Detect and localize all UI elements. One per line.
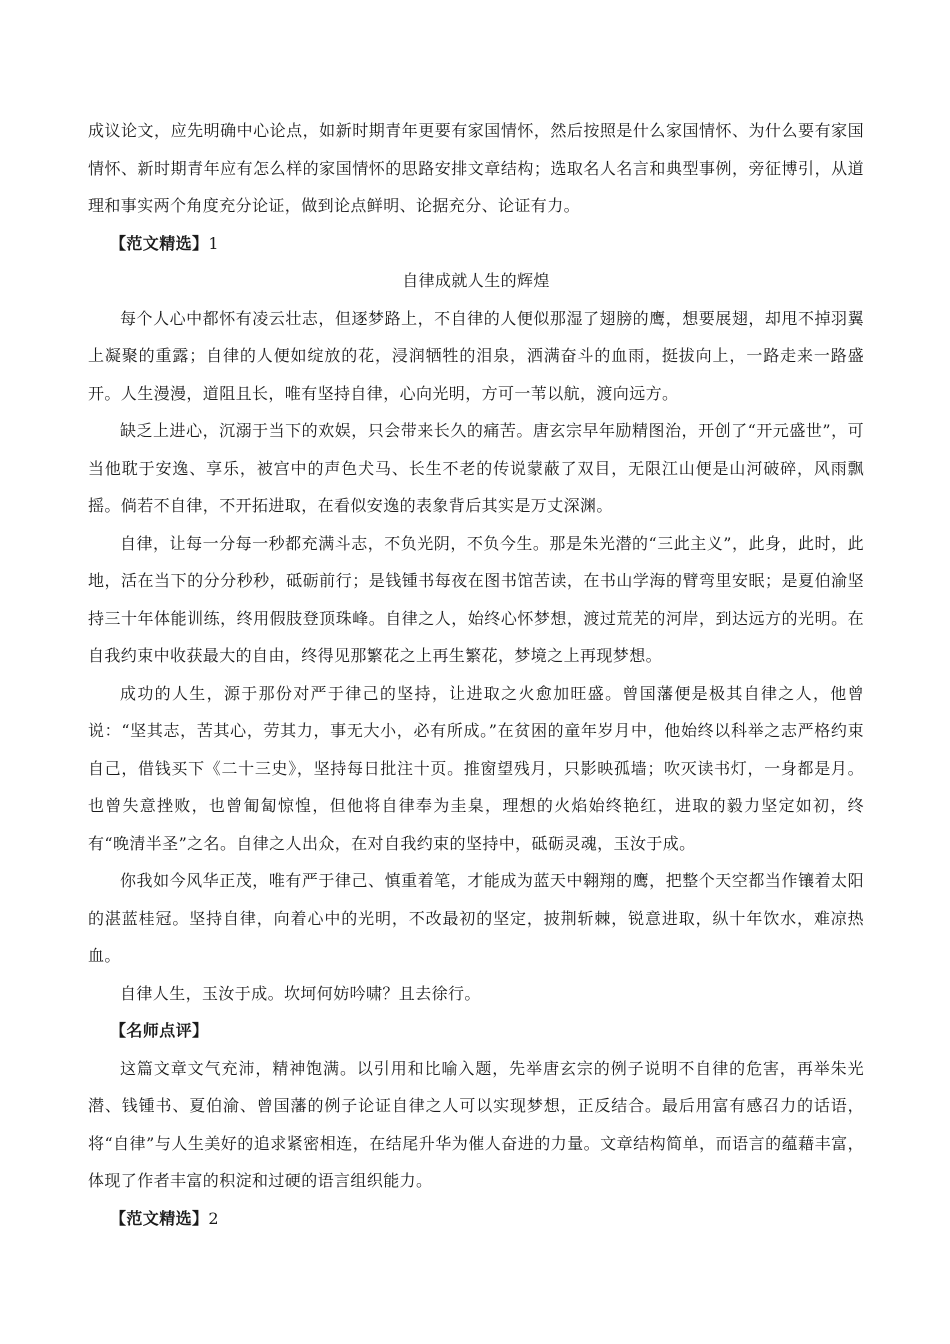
section1-label: 【范文精选】 [110,233,209,253]
intro-paragraph: 成议论文，应先明确中心论点，如新时期青年更要有家国情怀，然后按照是什么家国情怀、为什么要有家国情怀、新时期青年应有怎么样的家国情怀的思路安排文章结构；选取名人名言和典型事例，旁征博引，从道理和事实两个角度充分论证，做到论点鲜明、论据充分、论证有力。 [88,121,864,215]
document-page [88,112,864,1237]
essay-paragraph-5: 你我如今风华正茂，唯有严于律己、慎重着笔，才能成为蓝天中翱翔的鹰，把整个天空都当作镶着太阳的湛蓝桂冠。坚持自律，向着心中的光明，不改最初的坚定，披荆斩棘，锐意进取，纵十年饮水，难凉热血。 [88,871,864,965]
section2-label: 【范文精选】 [110,1208,209,1228]
review-label: 【名师点评】 [110,1021,209,1040]
essay-paragraph-2: 缺乏上进心，沉溺于当下的欢娱，只会带来长久的痛苦。唐玄宗早年励精图治，开创了“开元盛世”，可当他耽于安逸、享乐，被宫中的声色犬马、长生不老的传说蒙蔽了双目，无限江山便是山河破碎，风雨飘摇。倘若不自律，不开拓进取，在看似安逸的表象背后其实是万丈深渊。 [88,421,864,515]
essay-paragraph-3: 自律，让每一分每一秒都充满斗志，不负光阴，不负今生。那是朱光潜的“三此主义”，此身，此时，此地，活在当下的分分秒秒，砥砺前行；是钱锺书每夜在图书馆苦读，在书山学海的臂弯里安眠；是夏伯渝坚持三十年体能训练，终用假肢登顶珠峰。自律之人，始终心怀梦想，渡过荒芜的河岸，到达远方的光明。在自我约束中收获最大的自由，终得见那繁花之上再生繁花，梦境之上再现梦想。 [88,533,864,665]
essay-paragraph-6: 自律人生，玉汝于成。坎坷何妨吟啸？且去徐行。 [120,983,481,1003]
section2-number: 2 [208,1208,219,1228]
section1-heading [88,225,864,263]
section2-heading [88,1200,864,1238]
section1-number: 1 [208,233,219,253]
essay-title: 自律成就人生的辉煌 [402,271,550,290]
review-heading [88,1012,864,1050]
essay-paragraph-1: 每个人心中都怀有凌云壮志，但逐梦路上，不自律的人便似那湿了翅膀的鹰，想要展翅，却甩不掉羽翼上凝聚的重露；自律的人便如绽放的花，浸润牺牲的泪泉，洒满奋斗的血雨，挺拔向上，一路走来一路盛开。人生漫漫，道阻且长，唯有坚持自律，心向光明，方可一苇以航，渡向远方。 [88,308,864,403]
review-paragraph: 这篇文章文气充沛，精神饱满。以引用和比喻入题，先举唐玄宗的例子说明不自律的危害，再举朱光潜、钱锺书、夏伯渝、曾国藩的例子论证自律之人可以实现梦想，正反结合。最后用富有感召力的话语，将“自律”与人生美好的追求紧密相连，在结尾升华为催人奋进的力量。文章结构简单，而语言的蕴藉丰富，体现了作者丰富的积淀和过硬的语言组织能力。 [88,1058,864,1190]
essay-paragraph-4: 成功的人生，源于那份对严于律己的坚持，让进取之火愈加旺盛。曾国藩便是极其自律之人，他曾说：“坚其志，苦其心，劳其力，事无大小，必有所成。”在贫困的童年岁月中，他始终以科举之志严格约束自己，借钱买下《二十三史》，坚持每日批注十页。推窗望残月，只影映孤墙；吹灭读书灯，一身都是月。也曾失意挫败，也曾匍匐惊惶，但他将自律奉为圭臬，理想的火焰始终艳红，进取的毅力坚定如初，终有“晚清半圣”之名。自律之人出众，在对自我约束的坚持中，砥砺灵魂，玉汝于成。 [88,683,864,853]
